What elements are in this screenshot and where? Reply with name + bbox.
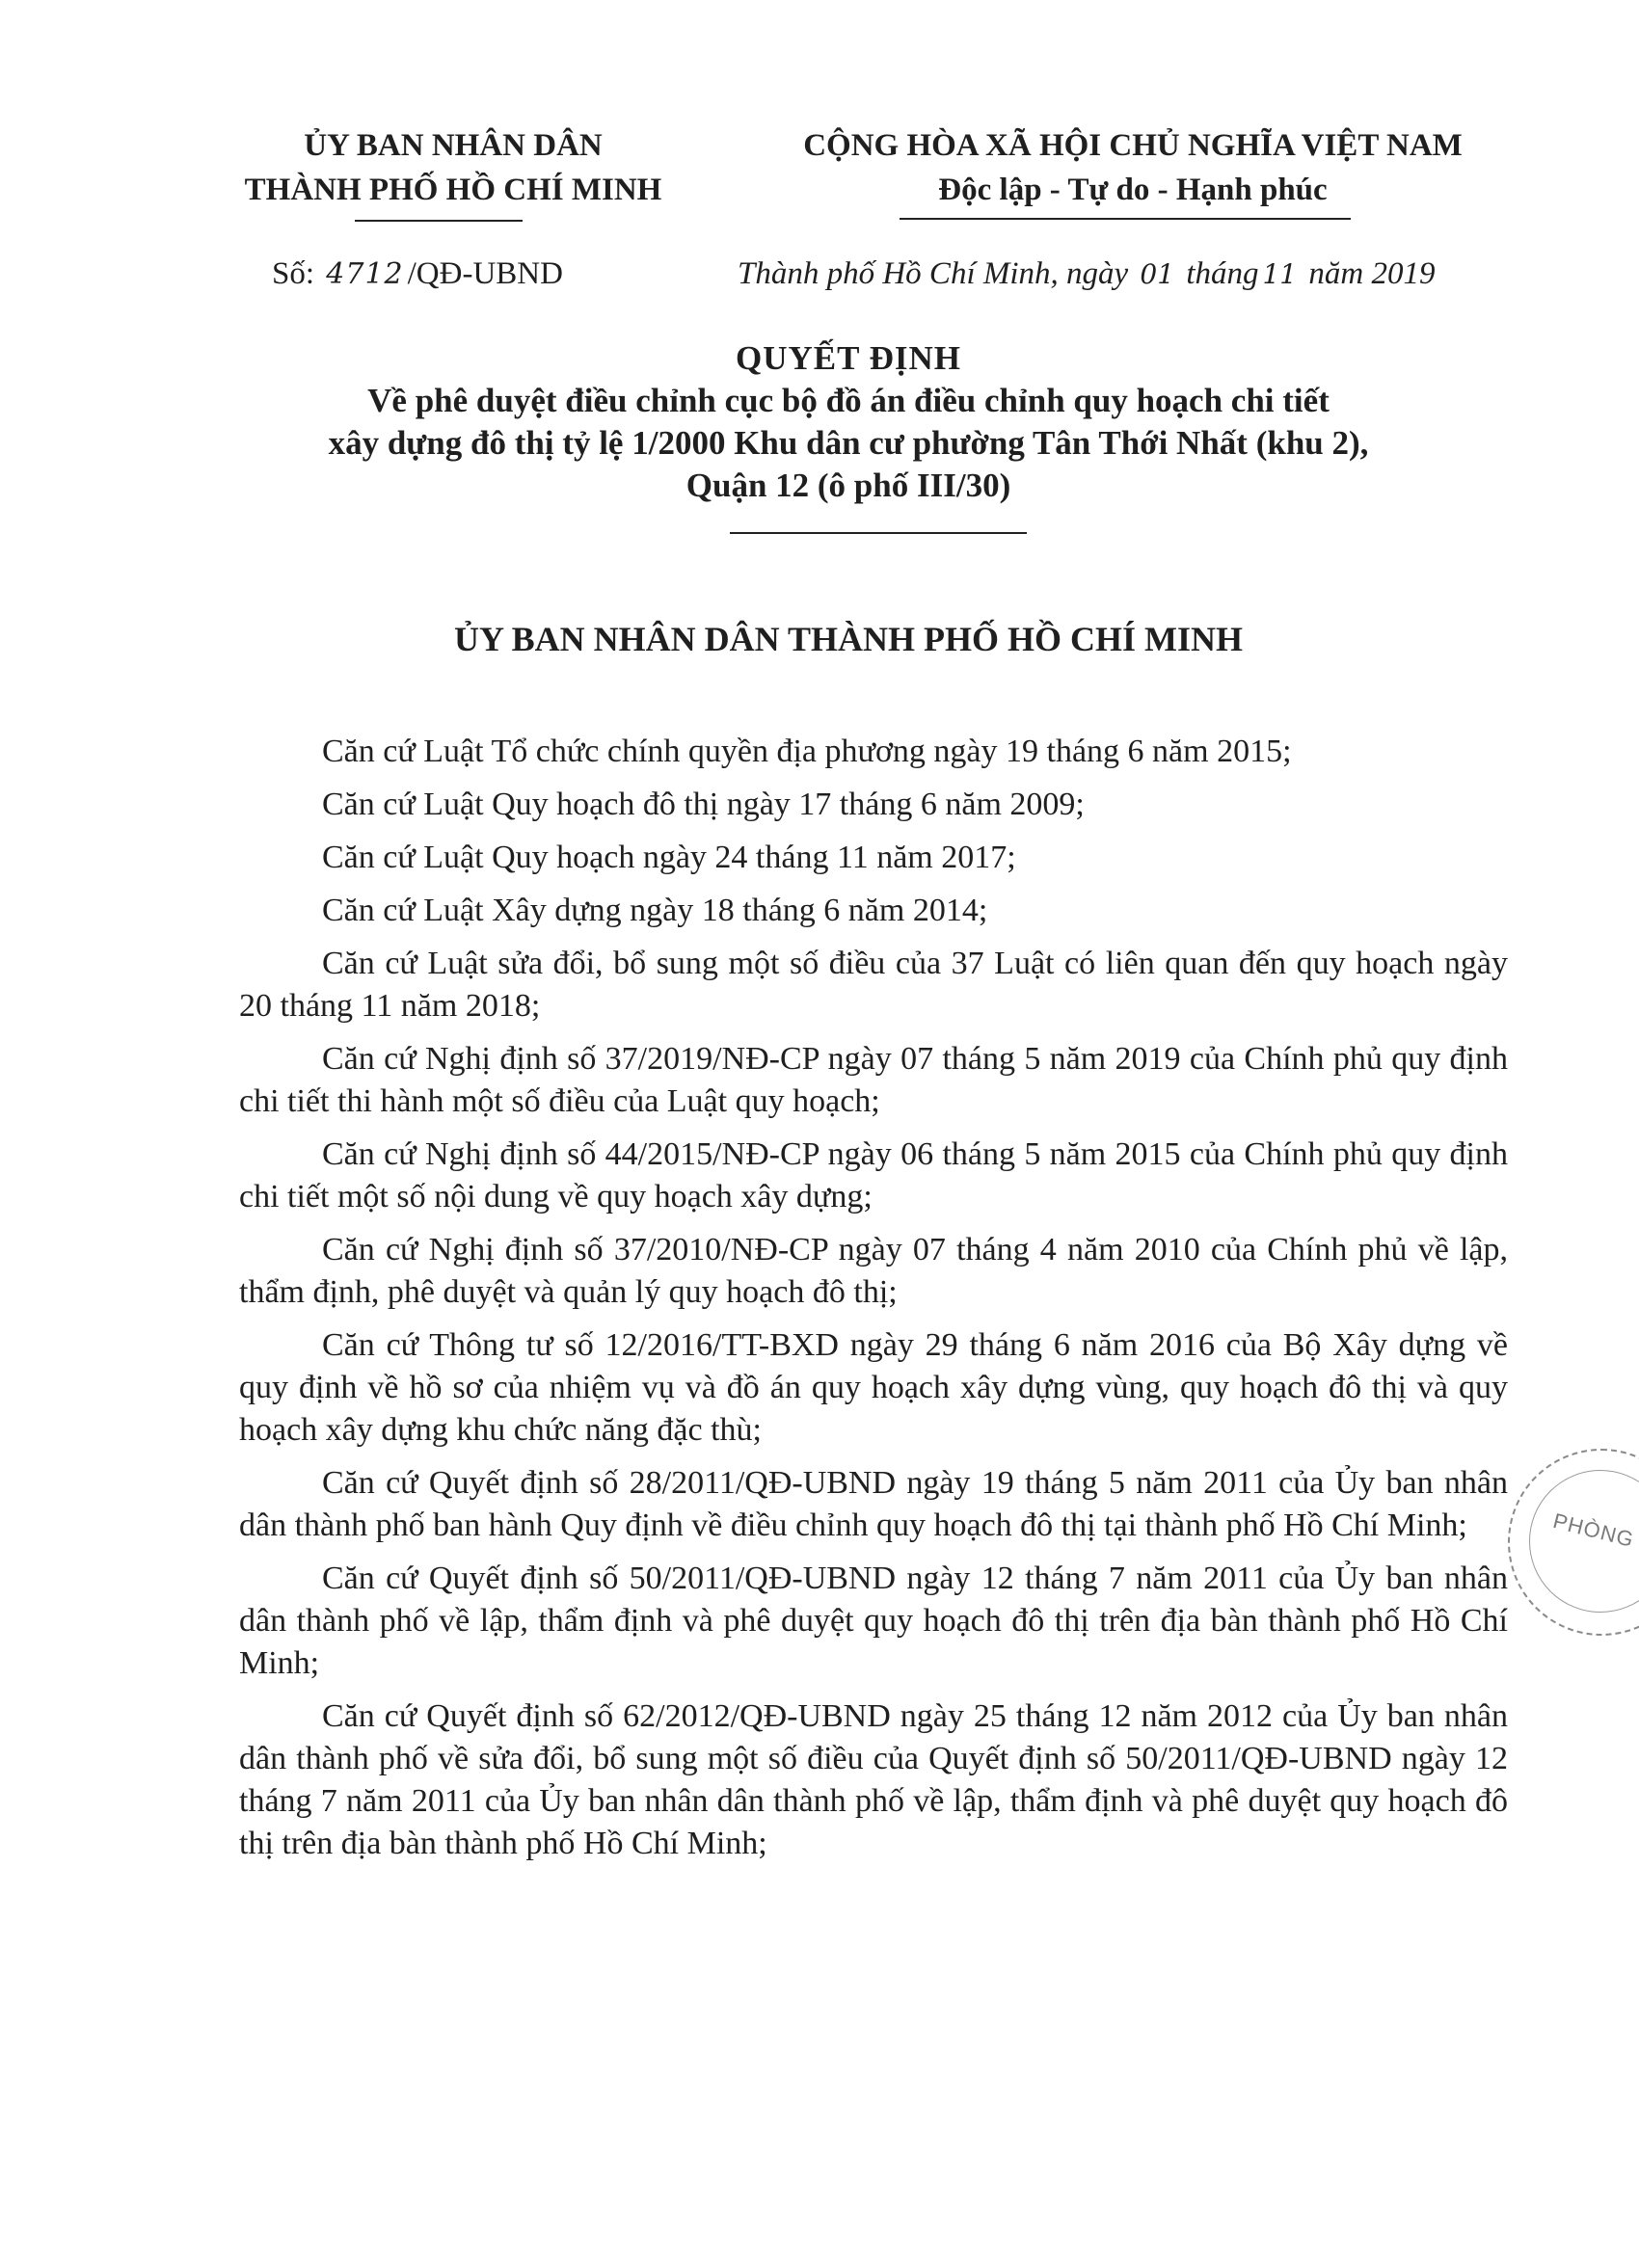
legal-basis-paragraph: Căn cứ Nghị định số 37/2019/NĐ-CP ngày 07 tháng 5 năm 2019 của Chính phủ quy định chi tiết thi hành một số điều của Luật quy hoạch; [239, 1041, 1508, 1119]
title-line-1: Về phê duyệt điều chỉnh cục bộ đồ án điều chỉnh quy hoạch chi tiết [367, 382, 1330, 419]
issuing-authority [193, 123, 713, 212]
authority-line-1: ỦY BAN NHÂN DÂN [304, 128, 603, 163]
number-prefix: Số: [272, 256, 315, 291]
legal-basis-paragraph: Căn cứ Luật Quy hoạch đô thị ngày 17 tháng 6 năm 2009; [322, 787, 1085, 822]
document-body [239, 731, 1508, 1876]
number-suffix: /QĐ-UBND [407, 256, 563, 291]
legal-basis-paragraph: Căn cứ Quyết định số 50/2011/QĐ-UBND ngày 12 tháng 7 năm 2011 của Ủy ban nhân dân thành phố về lập, thẩm định và phê duyệt quy hoạch đô thị trên địa bàn thành phố Hồ Chí Minh; [239, 1561, 1508, 1681]
legal-basis-paragraph: Căn cứ Thông tư số 12/2016/TT-BXD ngày 29 tháng 6 năm 2016 của Bộ Xây dựng về quy định về hồ sơ của nhiệm vụ và đồ án quy hoạch xây dựng vùng, quy hoạch đô thị và quy hoạch xây dựng khu chức năng đặc thù; [239, 1327, 1508, 1448]
seal-text: PHÒNG [1550, 1508, 1637, 1553]
issuer-heading: ỦY BAN NHÂN DÂN THÀNH PHỐ HỒ CHÍ MINH [453, 620, 1243, 658]
legal-basis-paragraph: Căn cứ Nghị định số 44/2015/NĐ-CP ngày 06 tháng 5 năm 2015 của Chính phủ quy định chi tiết một số nội dung về quy hoạch xây dựng; [239, 1136, 1508, 1214]
decision-title [212, 337, 1485, 507]
legal-basis-paragraph: Căn cứ Luật Xây dựng ngày 18 tháng 6 năm 2014; [322, 893, 988, 928]
official-seal-icon [1504, 1441, 1639, 1653]
authority-line-2: THÀNH PHỐ HỒ CHÍ MINH [244, 173, 662, 207]
legal-basis-paragraph: Căn cứ Luật sửa đổi, bổ sung một số điều của 37 Luật có liên quan đến quy hoạch ngày 20 tháng 11 năm 2018; [239, 946, 1508, 1024]
legal-basis-paragraph: Căn cứ Luật Tổ chức chính quyền địa phương ngày 19 tháng 6 năm 2015; [322, 734, 1292, 769]
legal-basis-paragraph: Căn cứ Luật Quy hoạch ngày 24 tháng 11 năm 2017; [322, 840, 1016, 875]
authority-underline [355, 220, 523, 222]
national-motto: Độc lập - Tự do - Hạnh phúc [938, 173, 1328, 207]
date-part-2: tháng [1186, 256, 1259, 291]
document-number [272, 253, 563, 296]
legal-basis-paragraph: Căn cứ Nghị định số 37/2010/NĐ-CP ngày 07 tháng 4 năm 2010 của Chính phủ về lập, thẩm định, phê duyệt và quản lý quy hoạch đô thị; [239, 1232, 1508, 1310]
country-name: CỘNG HÒA XÃ HỘI CHỦ NGHĨA VIỆT NAM [803, 128, 1463, 163]
national-header [718, 123, 1547, 212]
title-underline [730, 532, 1027, 534]
handwritten-month: 11 [1262, 258, 1298, 290]
legal-basis-paragraph: Căn cứ Quyết định số 62/2012/QĐ-UBND ngày 25 tháng 12 năm 2012 của Ủy ban nhân dân thành phố về sửa đổi, bổ sung một số điều của Quyết định số 50/2011/QĐ-UBND ngày 12 tháng 7 năm 2011 của Ủy ban nhân dân thành phố về lập, thẩm định và phê duyệt quy hoạch đô thị trên địa bàn thành phố Hồ Chí Minh; [239, 1698, 1508, 1861]
issue-date [738, 253, 1547, 296]
handwritten-day: 01 [1140, 258, 1175, 290]
title-line-2: xây dựng đô thị tỷ lệ 1/2000 Khu dân cư phường Tân Thới Nhất (khu 2), [328, 424, 1369, 462]
handwritten-number: 4712 [326, 257, 404, 291]
legal-basis-paragraph: Căn cứ Quyết định số 28/2011/QĐ-UBND ngày 19 tháng 5 năm 2011 của Ủy ban nhân dân thành phố ban hành Quy định về điều chỉnh quy hoạch đô thị tại thành phố Hồ Chí Minh; [239, 1465, 1508, 1543]
motto-underline [900, 218, 1351, 220]
decision-heading: QUYẾT ĐỊNH [736, 339, 961, 377]
date-part-1: Thành phố Hồ Chí Minh, ngày [738, 256, 1129, 291]
date-part-3: năm 2019 [1308, 256, 1436, 291]
title-line-3: Quận 12 (ô phố III/30) [685, 467, 1011, 504]
